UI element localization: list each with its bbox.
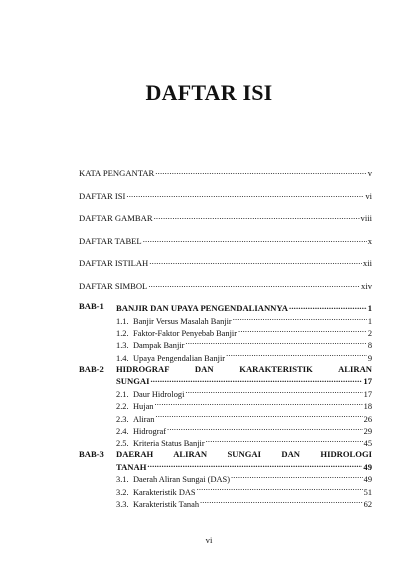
dot-leader [185,385,362,397]
chapter-title: BANJIR DAN UPAYA PENGENDALIANNYA [116,303,288,313]
table-of-contents [79,166,372,510]
dot-leader [200,495,363,507]
toc-page-number: viii [360,213,372,223]
section-number: 2.1. [116,389,129,399]
chapter-number: BAB-2 [79,363,104,374]
section-title: Dampak Banjir [133,341,185,351]
toc-entry [79,189,372,199]
section-number: 2.5. [116,439,129,449]
section-number: 3.2. [116,487,129,497]
section-number: 2.2. [116,402,129,412]
toc-entry [116,385,372,397]
section-list [116,470,372,510]
dot-leader [185,336,366,348]
chapter-block [79,363,372,449]
toc-entry-label [116,414,154,426]
toc-entry-label [116,426,166,438]
toc-entry-label: KATA PENGANTAR [79,168,155,178]
dot-leader [233,312,367,324]
dot-leader [143,234,367,244]
toc-page-number: 17 [363,376,372,387]
toc-page-number: 1 [367,316,372,326]
toc-page-number: 62 [363,500,372,510]
dot-leader [289,301,367,311]
toc-page-number: 49 [363,475,372,485]
toc-page-number: 51 [363,487,372,497]
toc-page-number: 1 [367,303,372,313]
toc-page-number: 26 [363,414,372,424]
dot-leader [148,279,360,289]
toc-entry-label [116,340,184,352]
section-title: Upaya Pengendalian Banjir [133,353,226,363]
dot-leader [238,324,367,336]
toc-entry-label [116,401,153,413]
section-title: Kriteria Status Banjir [133,439,205,449]
dot-leader [226,348,367,360]
toc-page-number: xii [362,258,372,268]
section-title: Karakteristik Tanah [133,500,200,510]
section-title: Aliran [133,414,155,424]
dot-leader [154,211,360,221]
dot-leader [155,166,366,176]
toc-entry [79,166,372,176]
toc-page-number: xiv [361,280,372,291]
toc-entry-label [116,316,232,328]
section-number: 1.4. [116,353,129,363]
chapter-title: TANAH [116,461,147,472]
chapter-title: SUNGAI [116,376,150,387]
section-title: Daur Hidrologi [133,389,185,399]
toc-page-number: x [367,235,372,246]
toc-page-number: 49 [363,461,372,472]
section-number: 1.3. [116,341,129,351]
toc-entry-label [116,499,199,511]
section-title: Faktor-Faktor Penyebab Banjir [133,329,238,339]
toc-entry [79,279,372,289]
section-list [116,385,372,449]
toc-entry [116,470,372,485]
toc-entry [116,397,372,412]
chapter-list [79,301,372,510]
toc-page-number: 18 [363,402,372,412]
page-title: DAFTAR ISI [145,80,273,105]
toc-page-number: 17 [363,389,372,399]
dot-leader [155,409,362,421]
chapter-title-entry [116,301,372,312]
section-title: Hidrograf [133,426,167,436]
toc-page-number: 45 [363,439,372,449]
page-number: vi [205,535,213,545]
toc-entry-label: DAFTAR SIMBOL [79,280,148,291]
section-title: Banjir Versus Masalah Banjir [133,316,232,326]
chapter-block [79,449,372,510]
chapter-block [79,301,372,361]
toc-entry-label: DAFTAR GAMBAR [79,213,153,223]
toc-entry [79,211,372,221]
toc-entry [116,409,372,424]
toc-page-number: 8 [367,341,372,351]
section-title: Daerah Aliran Sungai (DAS) [133,475,230,485]
dot-leader [150,374,362,384]
toc-entry-label: DAFTAR ISI [79,190,126,201]
toc-page-number: 9 [367,353,372,363]
chapter-number: BAB-1 [79,301,104,311]
toc-page-number: vi [365,190,372,201]
section-number: 1.2. [116,329,129,339]
chapter-title-entry [116,460,372,471]
dot-leader [206,434,363,446]
chapter-number: BAB-3 [79,449,104,460]
section-number: 1.1. [116,316,129,326]
dot-leader [147,460,362,470]
dot-leader [126,189,364,199]
dot-leader [231,470,363,482]
section-title: Karakteristik DAS [133,487,196,497]
dot-leader [149,256,362,266]
toc-page-number: 29 [363,426,372,436]
dot-leader [167,422,363,434]
dot-leader [197,482,363,494]
toc-entry [79,234,372,244]
front-matter-list [79,166,372,289]
toc-page-number: 2 [367,329,372,339]
chapter-title-line: DAERAH ALIRAN SUNGAI DAN HIDROLOGI [116,449,372,460]
toc-entry-label: DAFTAR ISTILAH [79,258,149,268]
toc-entry-label: DAFTAR TABEL [79,235,142,246]
section-number: 2.3. [116,414,129,424]
dot-leader [154,397,362,409]
section-number: 3.3. [116,500,129,510]
toc-page-number: v [367,168,372,178]
chapter-title-entry [116,374,372,385]
chapter-title-line: HIDROGRAF DAN KARAKTERISTIK ALIRAN [116,363,372,374]
section-number: 2.4. [116,426,129,436]
toc-entry-label [116,487,196,499]
section-title: Hujan [133,402,154,412]
toc-entry [79,256,372,266]
section-list [116,312,372,361]
section-number: 3.1. [116,475,129,485]
